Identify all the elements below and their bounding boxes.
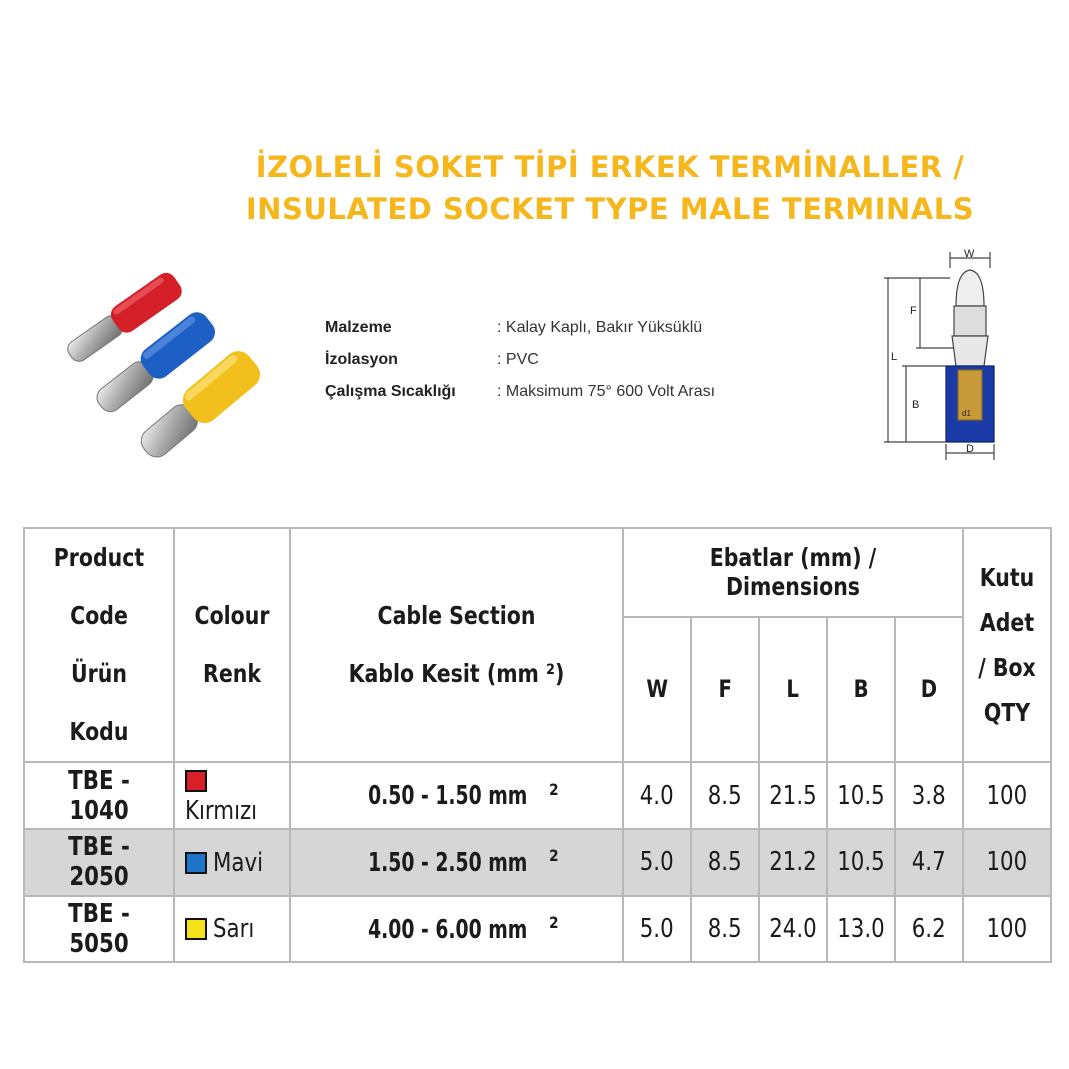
spec-list [325, 312, 715, 408]
box-qty: 100 [963, 829, 1051, 895]
header-l: L [759, 617, 827, 762]
table-row [24, 762, 1051, 829]
cable-section: 0.50 - 1.50 mm $^2$ [290, 762, 623, 829]
dim-l: 21.2 [759, 829, 827, 895]
spec-row-temperature [325, 376, 715, 408]
cable-section: 4.00 - 6.00 mm $^2$ [290, 896, 623, 963]
page-title-en: INSULATED SOCKET TYPE MALE TERMINALS [245, 192, 975, 226]
colour-cell: Sarı [174, 896, 290, 963]
dim-label-l: L [891, 351, 898, 363]
spec-value: : Maksimum 75° 600 Volt Arası [497, 383, 716, 400]
table-row [24, 829, 1051, 895]
dimension-drawing [880, 248, 1030, 463]
spec-value: : Kalay Kaplı, Bakır Yüksüklü [497, 319, 703, 336]
dim-l: 21.5 [759, 762, 827, 829]
header-w: W [623, 617, 691, 762]
dim-f: 8.5 [691, 896, 759, 963]
dim-label-w: W [964, 248, 975, 260]
header-b: B [827, 617, 895, 762]
page-title-tr: İZOLELİ SOKET TİPİ ERKEK TERMİNALLER / [255, 150, 965, 184]
dim-w: 4.0 [623, 762, 691, 829]
spec-label: İzolasyon [325, 351, 398, 368]
dim-w: 5.0 [623, 829, 691, 895]
dim-label-f: F [910, 305, 917, 317]
dim-l: 24.0 [759, 896, 827, 963]
box-qty: 100 [963, 896, 1051, 963]
header-colour: Colour Renk [174, 528, 290, 762]
header-dimensions: Ebatlar (mm) / Dimensions [623, 528, 963, 617]
dim-f: 8.5 [691, 829, 759, 895]
dim-label-d1: d1 [962, 409, 971, 418]
product-photo [40, 235, 270, 465]
header-d: D [895, 617, 963, 762]
box-qty: 100 [963, 762, 1051, 829]
product-table [23, 527, 1050, 963]
dim-d: 4.7 [895, 829, 963, 895]
dim-b: 10.5 [827, 829, 895, 895]
colour-cell: Kırmızı [174, 762, 290, 829]
dim-label-b: B [912, 399, 920, 411]
dim-b: 13.0 [827, 896, 895, 963]
spec-label: Çalışma Sıcaklığı [325, 383, 456, 400]
spec-value: : PVC [497, 351, 539, 368]
colour-swatch [185, 918, 207, 940]
dim-b: 10.5 [827, 762, 895, 829]
dim-f: 8.5 [691, 762, 759, 829]
colour-swatch [185, 770, 207, 792]
spec-row-insulation [325, 344, 715, 376]
product-code: TBE - 5050 [24, 896, 174, 963]
spec-row-material [325, 312, 715, 344]
dim-d: 3.8 [895, 762, 963, 829]
header-f: F [691, 617, 759, 762]
header-cable-section: Cable Section Kablo Kesit (mm ²) [290, 528, 623, 762]
dim-w: 5.0 [623, 896, 691, 963]
colour-swatch [185, 852, 207, 874]
product-code: TBE - 2050 [24, 829, 174, 895]
header-box-qty: Kutu Adet / Box QTY [963, 528, 1051, 762]
table-row [24, 896, 1051, 963]
cable-section: 1.50 - 2.50 mm $^2$ [290, 829, 623, 895]
spec-label: Malzeme [325, 319, 392, 336]
product-code: TBE - 1040 [24, 762, 174, 829]
header-product-code: Product Code Ürün Kodu [24, 528, 174, 762]
dim-label-d: D [966, 443, 974, 455]
dim-d: 6.2 [895, 896, 963, 963]
colour-cell: Mavi [174, 829, 290, 895]
